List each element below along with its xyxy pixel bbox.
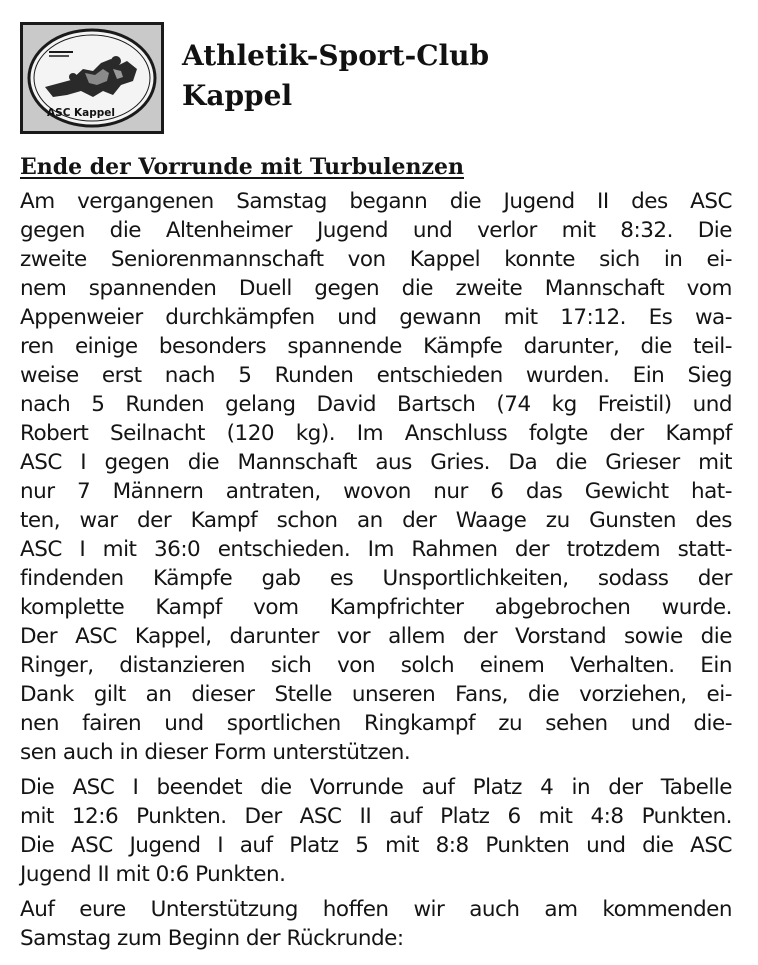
text-line: Am vergangenen Samstag begann die Jugend II des ASC <box>20 189 732 214</box>
text-line: gegen die Altenheimer Jugend und verlor mit 8:32. Die <box>20 218 732 243</box>
article-headline: Ende der Vorrunde mit Turbulenzen <box>20 154 464 180</box>
text-line: nem spannenden Duell gegen die zweite Mannschaft vom <box>20 276 732 301</box>
text-line: zweite Seniorenmannschaft von Kappel konnte sich in ei- <box>20 247 732 272</box>
club-name-line-2: Kappel <box>182 79 293 112</box>
text-line: Auf eure Unterstützung hoffen wir auch am kommenden <box>20 897 732 922</box>
text-line: Ringer, distanzieren sich von solch einem Verhalten. Ein <box>20 653 732 678</box>
text-line: Appenweier durchkämpfen und gewann mit 17:12. Es wa- <box>20 305 732 330</box>
club-logo <box>20 22 164 134</box>
text-line: ASC I gegen die Mannschaft aus Gries. Da die Grieser mit <box>20 450 732 475</box>
article-paragraph-1 <box>20 187 732 767</box>
text-line: Jugend II mit 0:6 Punkten. <box>20 862 286 887</box>
article-paragraph-2 <box>20 773 732 889</box>
text-line: Der ASC Kappel, darunter vor allem der Vorstand sowie die <box>20 624 732 649</box>
text-line: Die ASC Jugend I auf Platz 5 mit 8:8 Punkten und die ASC <box>20 833 732 858</box>
text-line: ren einige besonders spannende Kämpfe darunter, die teil- <box>20 334 732 359</box>
article <box>20 152 732 953</box>
text-line: Dank gilt an dieser Stelle unseren Fans, die vorziehen, ei- <box>20 682 732 707</box>
club-name <box>182 36 489 116</box>
text-line: findenden Kämpfe gab es Unsportlichkeiten, sodass der <box>20 566 732 591</box>
text-line: ten, war der Kampf schon an der Waage zu Gunsten des <box>20 508 732 533</box>
wrestlers-icon <box>23 25 161 131</box>
text-line: komplette Kampf vom Kampfrichter abgebrochen wurde. <box>20 595 732 620</box>
text-line: sen auch in dieser Form unterstützen. <box>20 740 411 765</box>
logo-text: ASC Kappel <box>47 107 116 119</box>
text-line: Samstag zum Beginn der Rückrunde: <box>20 926 404 951</box>
text-line: weise erst nach 5 Runden entschieden wurden. Ein Sieg <box>20 363 732 388</box>
text-line: Die ASC I beendet die Vorrunde auf Platz 4 in der Tabelle <box>20 775 732 800</box>
club-name-line-1: Athletik-Sport-Club <box>182 39 490 72</box>
text-line: nach 5 Runden gelang David Bartsch (74 kg Freistil) und <box>20 392 732 417</box>
text-line: nur 7 Männern antraten, wovon nur 6 das Gewicht hat- <box>20 479 732 504</box>
text-line: Robert Seilnacht (120 kg). Im Anschluss folgte der Kampf <box>20 421 732 446</box>
text-line: nen fairen und sportlichen Ringkampf zu sehen und die- <box>20 711 732 736</box>
text-line: ASC I mit 36:0 entschieden. Im Rahmen der trotzdem statt- <box>20 537 732 562</box>
article-paragraph-3 <box>20 895 732 953</box>
text-line: mit 12:6 Punkten. Der ASC II auf Platz 6 mit 4:8 Punkten. <box>20 804 732 829</box>
